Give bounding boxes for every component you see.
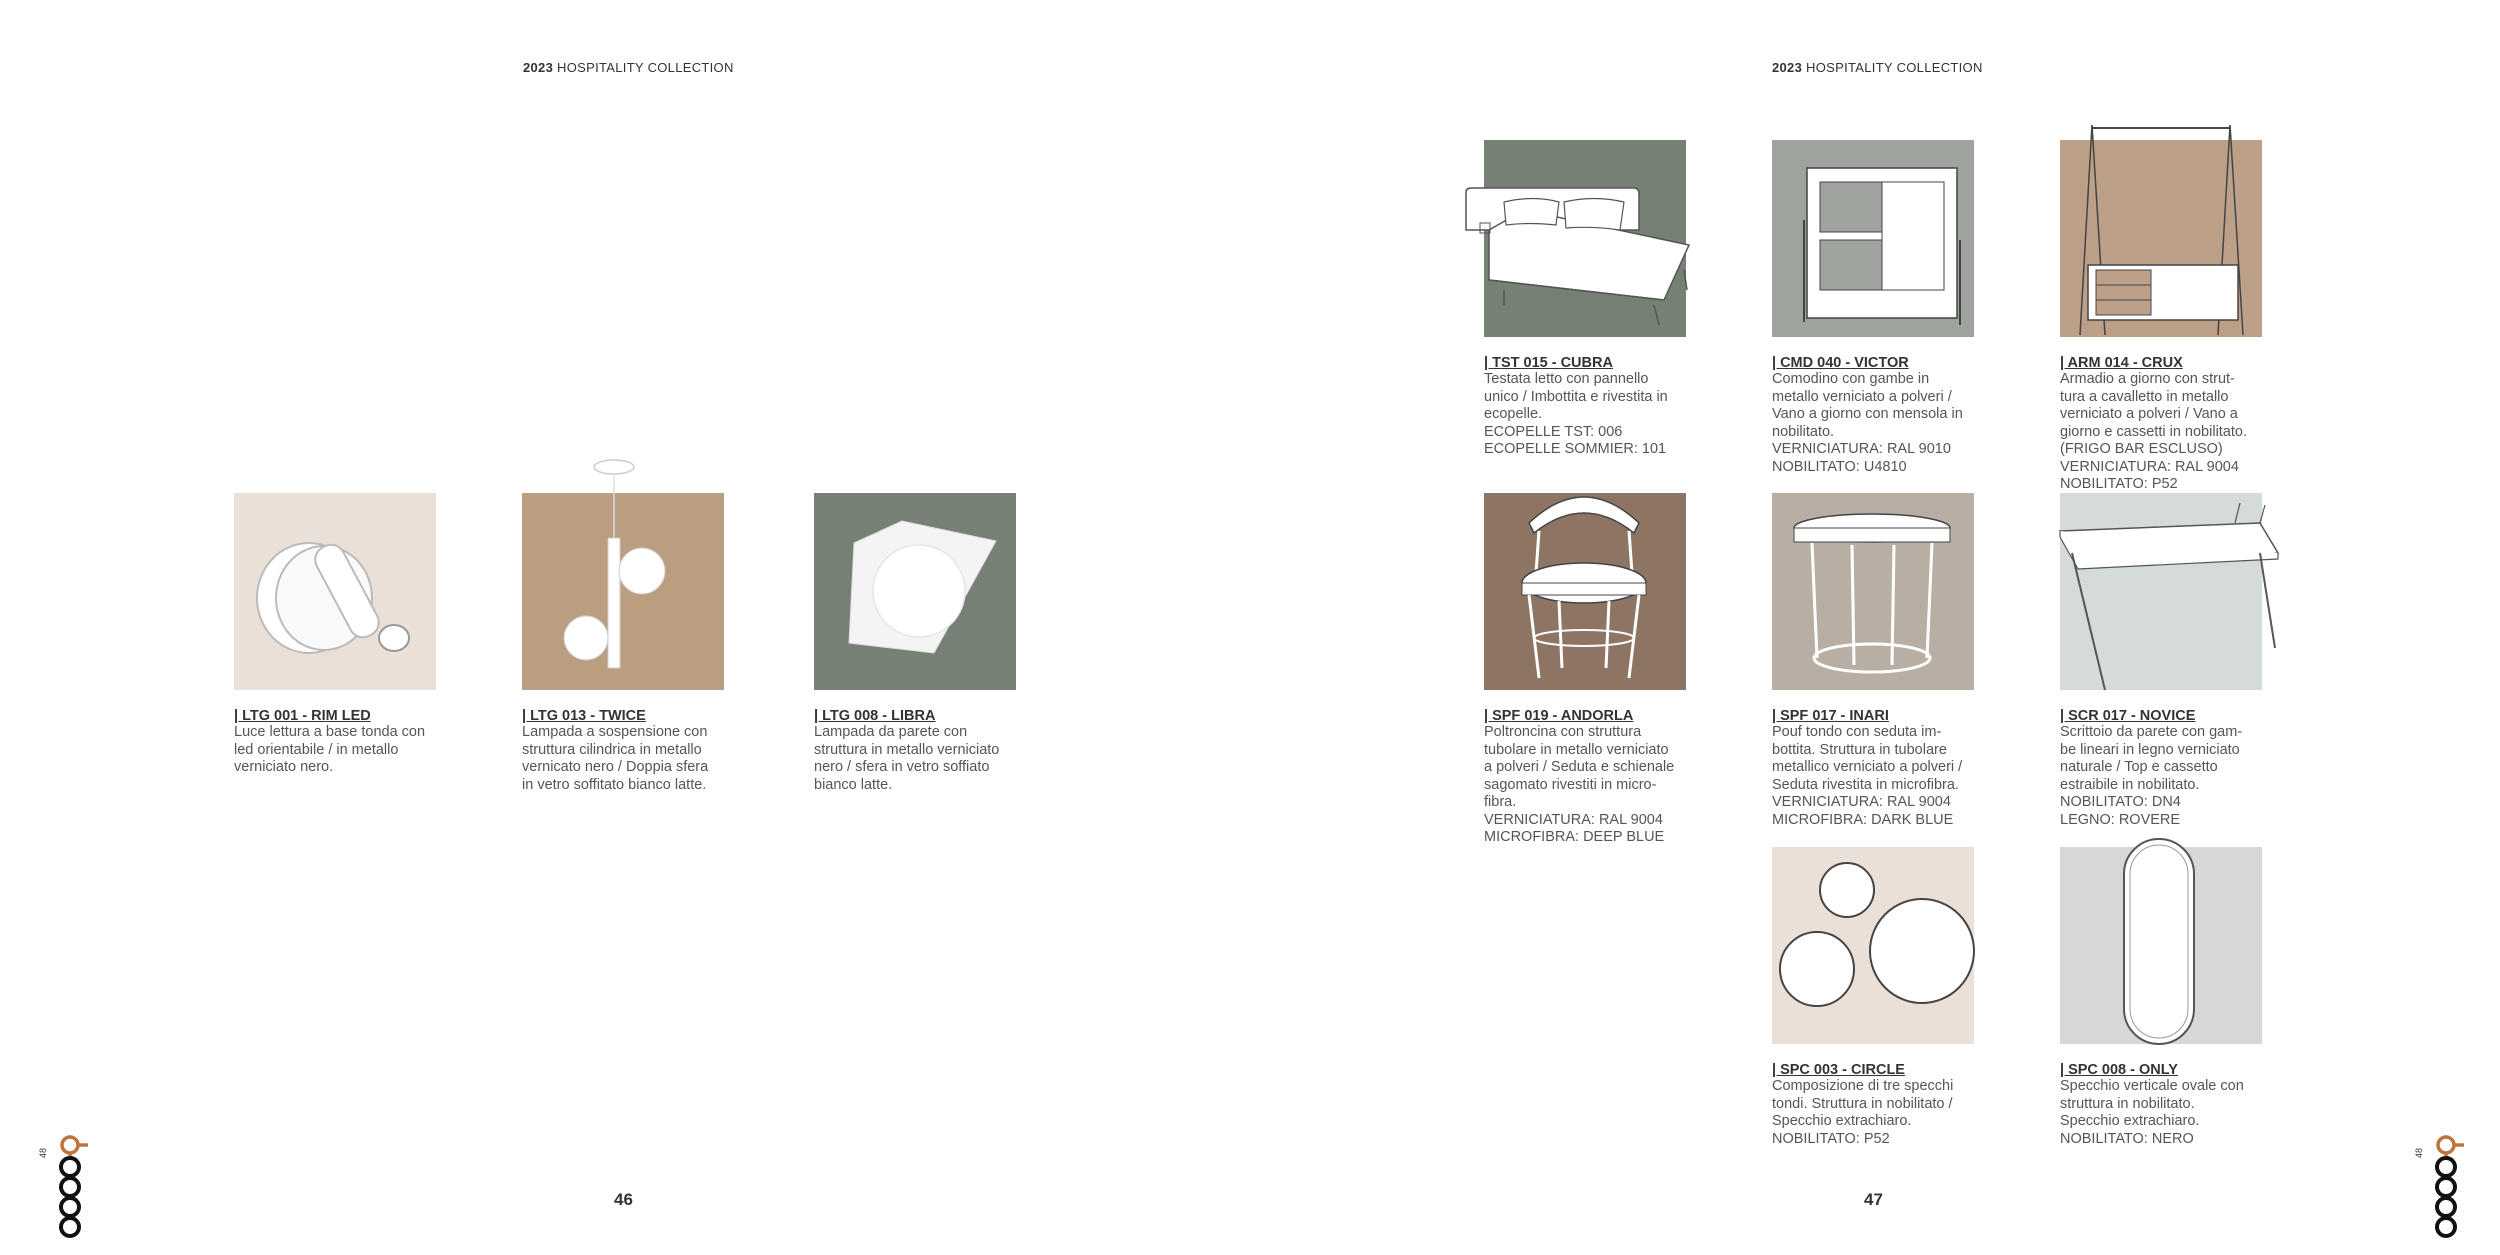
product-image-ltg-008 xyxy=(814,493,1016,690)
product-image-spf-017 xyxy=(1772,493,1974,690)
wardrobe-rack-icon xyxy=(2060,140,2262,337)
product-description: Lampada da parete con struttura in metallo verniciato nero / sfera in vetro soffiato bianco latte. xyxy=(814,724,1000,793)
logo-number-right: 48 xyxy=(2414,1147,2425,1159)
wall-reading-light-icon xyxy=(234,493,436,690)
round-mirrors-icon xyxy=(1772,847,1974,1044)
wall-desk-icon xyxy=(2060,493,2262,690)
product-description: Scrittoio da parete con gam- be lineari in legno verniciato naturale / Top e cassetto estraibile in nobilitato. NOBILITATO: DN4 LEGNO: ROVERE xyxy=(2060,724,2243,828)
product-title[interactable]: | SPF 019 - ANDORLA xyxy=(1484,708,1634,724)
product-description: Specchio verticale ovale con struttura in nobilitato. Specchio extrachiaro. NOBILITATO: NERO xyxy=(2060,1078,2244,1147)
left-page-header: 2023 HOSPITALITY COLLECTION xyxy=(523,60,734,75)
wall-lamp-icon xyxy=(814,493,1016,690)
brand-logo-left xyxy=(42,1135,92,1245)
product-image-arm-014 xyxy=(2060,140,2262,337)
product-description: Testata letto con pannello unico / Imbottita e rivestita in ecopelle. ECOPELLE TST: 006 ECOPELLE SOMMIER: 101 xyxy=(1484,371,1668,457)
product-title[interactable]: | CMD 040 - VICTOR xyxy=(1772,355,1909,371)
product-image-ltg-013 xyxy=(522,493,724,690)
product-title[interactable]: | ARM 014 - CRUX xyxy=(2060,355,2183,371)
product-title[interactable]: | SPF 017 - INARI xyxy=(1772,708,1889,724)
product-card-ltg-008[interactable] xyxy=(814,493,1029,794)
logo-number-left: 48 xyxy=(38,1147,49,1159)
product-description: Luce lettura a base tonda con led orientabile / in metallo verniciato nero. xyxy=(234,724,426,775)
product-image-ltg-001 xyxy=(234,493,436,690)
bed-headboard-icon xyxy=(1484,140,1686,337)
right-page-header: 2023 HOSPITALITY COLLECTION xyxy=(1772,60,1983,75)
product-title[interactable]: | TST 015 - CUBRA xyxy=(1484,355,1613,371)
product-title[interactable]: | SPC 008 - ONLY xyxy=(2060,1062,2178,1078)
product-card-spf-017[interactable] xyxy=(1772,493,1987,829)
product-description: Comodino con gambe in metallo verniciato a polveri / Vano a giorno con mensola in nobilitato. VERNICIATURA: RAL 9010 NOBILITATO: U4810 xyxy=(1772,371,1963,475)
product-description: Pouf tondo con seduta im- bottita. Struttura in tubolare metallico verniciato a polveri / Seduta rivestita in microfibra. VERNICIATURA: RAL 9004 MICROFIBRA: DARK BLUE xyxy=(1772,724,1963,828)
product-image-spc-003 xyxy=(1772,847,1974,1044)
product-description: Composizione di tre specchi tondi. Struttura in nobilitato / Specchio extrachiaro. NOBILITATO: P52 xyxy=(1772,1078,1954,1147)
product-card-cmd-040[interactable] xyxy=(1772,140,1987,476)
armchair-icon xyxy=(1484,493,1686,690)
brand-logo-right xyxy=(2418,1135,2468,1245)
nightstand-icon xyxy=(1772,140,1974,337)
product-image-scr-017 xyxy=(2060,493,2262,690)
product-description: Lampada a sospensione con struttura cilindrica in metallo vernicato nero / Doppia sfera in vetro soffitato bianco latte. xyxy=(522,724,709,793)
product-image-tst-015 xyxy=(1484,140,1686,337)
product-card-ltg-013[interactable] xyxy=(522,493,737,794)
product-image-spf-019 xyxy=(1484,493,1686,690)
product-title[interactable]: | LTG 013 - TWICE xyxy=(522,708,646,724)
right-page-number: 47 xyxy=(1864,1190,1883,1209)
product-title[interactable]: | SCR 017 - NOVICE xyxy=(2060,708,2196,724)
left-page-number: 46 xyxy=(614,1190,633,1209)
product-card-arm-014[interactable] xyxy=(2060,140,2275,494)
product-card-spf-019[interactable] xyxy=(1484,493,1699,847)
product-image-spc-008 xyxy=(2060,847,2262,1044)
product-card-tst-015[interactable] xyxy=(1484,140,1699,459)
pendant-lamp-icon xyxy=(522,493,724,690)
product-description: Armadio a giorno con strut- tura a cavalletto in metallo verniciato a polveri / Vano a giorno e cassetti in nobilitato. (FRIGO BAR ESCLUSO) VERNICIATURA: RAL 9004 NOBILITATO: P52 xyxy=(2060,371,2247,492)
product-card-spc-003[interactable] xyxy=(1772,847,1987,1148)
product-card-scr-017[interactable] xyxy=(2060,493,2275,829)
product-title[interactable]: | LTG 008 - LIBRA xyxy=(814,708,936,724)
product-description: Poltroncina con struttura tubolare in metallo verniciato a polveri / Seduta e schienale sagomato rivestiti in micro- fibra. VERNICIATURA: RAL 9004 MICROFIBRA: DEEP BLUE xyxy=(1484,724,1675,845)
round-pouf-icon xyxy=(1772,493,1974,690)
brand-logo-icon xyxy=(2418,1135,2468,1250)
brand-logo-icon xyxy=(42,1135,92,1250)
product-card-ltg-001[interactable] xyxy=(234,493,449,777)
product-title[interactable]: | LTG 001 - RIM LED xyxy=(234,708,371,724)
product-title[interactable]: | SPC 003 - CIRCLE xyxy=(1772,1062,1905,1078)
oval-mirror-icon xyxy=(2060,847,2262,1044)
product-image-cmd-040 xyxy=(1772,140,1974,337)
product-card-spc-008[interactable] xyxy=(2060,847,2275,1148)
